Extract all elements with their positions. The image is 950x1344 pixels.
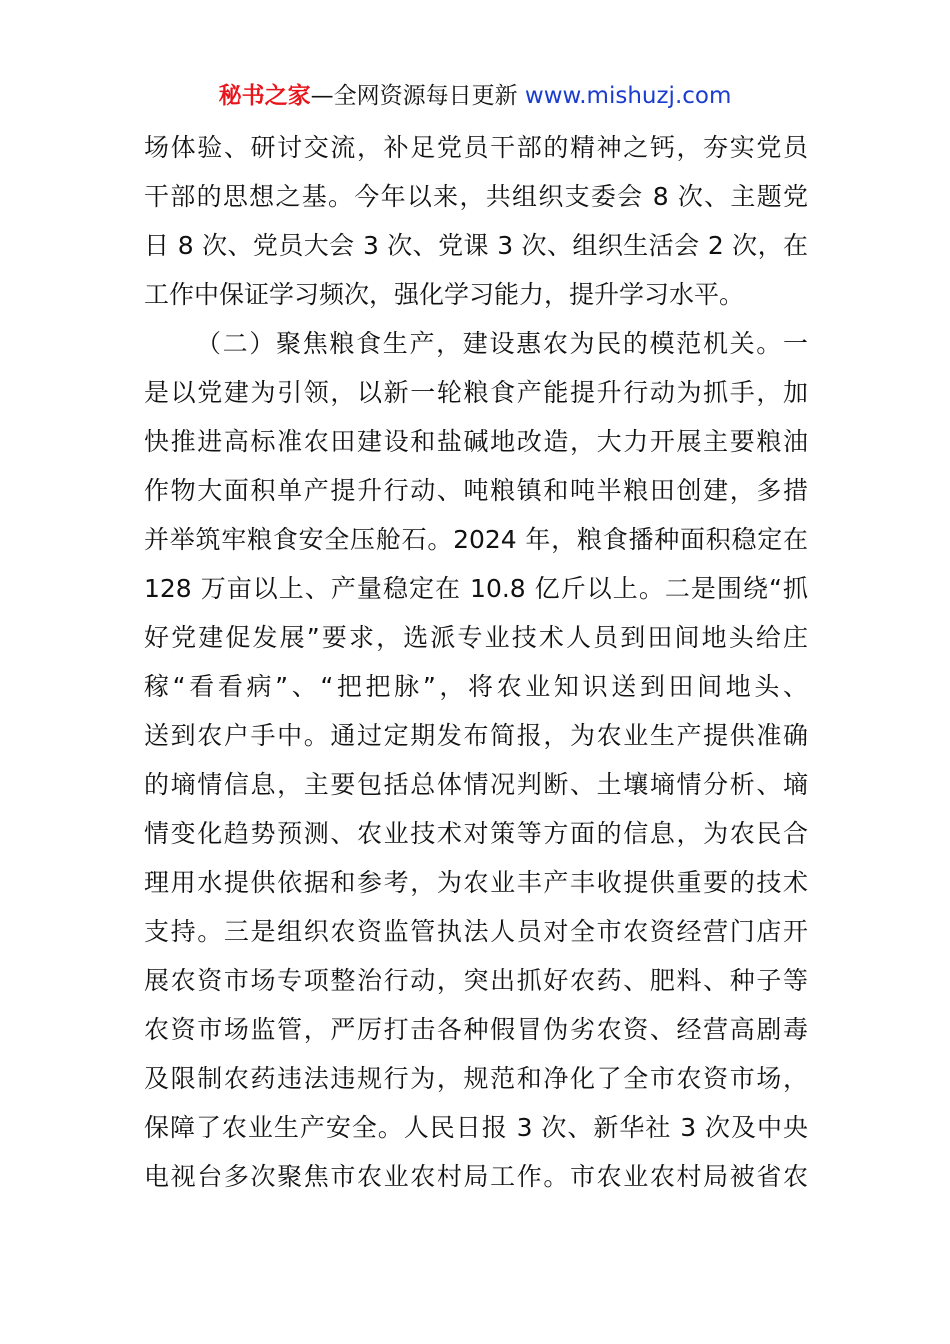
text-line: 日 8 次、党员大会 3 次、党课 3 次、组织生活会 2 次，在: [144, 231, 808, 260]
text-line: 快推进高标准农田建设和盐碱地改造，大力开展主要粮油: [144, 427, 808, 456]
text-line: 工作中保证学习频次，强化学习能力，提升学习水平。: [144, 280, 745, 309]
text-line: 支持。三是组织农资监管执法人员对全市农资经营门店开: [144, 917, 808, 946]
text-line: 保障了农业生产安全。人民日报 3 次、新华社 3 次及中央: [144, 1113, 808, 1142]
site-tagline: —全网资源每日更新: [310, 83, 525, 109]
text-line: 送到农户手中。通过定期发布简报，为农业生产提供准确: [144, 721, 808, 750]
text-line: 作物大面积单产提升行动、吨粮镇和吨半粮田创建，多措: [144, 476, 808, 505]
text-line: 农资市场监管，严厉打击各种假冒伪劣农资、经营高剧毒: [144, 1015, 808, 1044]
site-url-link[interactable]: www.mishuzj.com: [524, 83, 732, 109]
text-line: 稼“看看病”、“把把脉”，将农业知识送到田间地头、: [144, 672, 808, 701]
text-line: 并举筑牢粮食安全压舱石。2024 年，粮食播种面积稳定在: [144, 525, 808, 554]
site-header: [0, 80, 950, 112]
text-line: 128 万亩以上、产量稳定在 10.8 亿斤以上。二是围绕“抓: [144, 574, 808, 603]
text-line: 的墒情信息，主要包括总体情况判断、土壤墒情分析、墒: [144, 770, 808, 799]
text-line: 好党建促发展”要求，选派专业技术人员到田间地头给庄: [144, 623, 808, 652]
text-line: 展农资市场专项整治行动，突出抓好农药、肥料、种子等: [144, 966, 808, 995]
site-brand: 秘书之家: [218, 83, 311, 109]
text-line: 及限制农药违法违规行为，规范和净化了全市农资市场，: [144, 1064, 808, 1093]
text-line: 是以党建为引领，以新一轮粮食产能提升行动为抓手，加: [144, 378, 808, 407]
text-line: 电视台多次聚焦市农业农村局工作。市农业农村局被省农: [144, 1162, 808, 1191]
text-line: 干部的思想之基。今年以来，共组织支委会 8 次、主题党: [144, 182, 808, 211]
section-heading-line: （二）聚焦粮食生产，建设惠农为民的模范机关。一: [196, 329, 808, 358]
text-line: 场体验、研讨交流，补足党员干部的精神之钙，夯实党员: [144, 133, 808, 162]
document-body: [144, 123, 808, 1201]
text-line: 理用水提供依据和参考，为农业丰产丰收提供重要的技术: [144, 868, 808, 897]
text-line: 情变化趋势预测、农业技术对策等方面的信息，为农民合: [144, 819, 808, 848]
